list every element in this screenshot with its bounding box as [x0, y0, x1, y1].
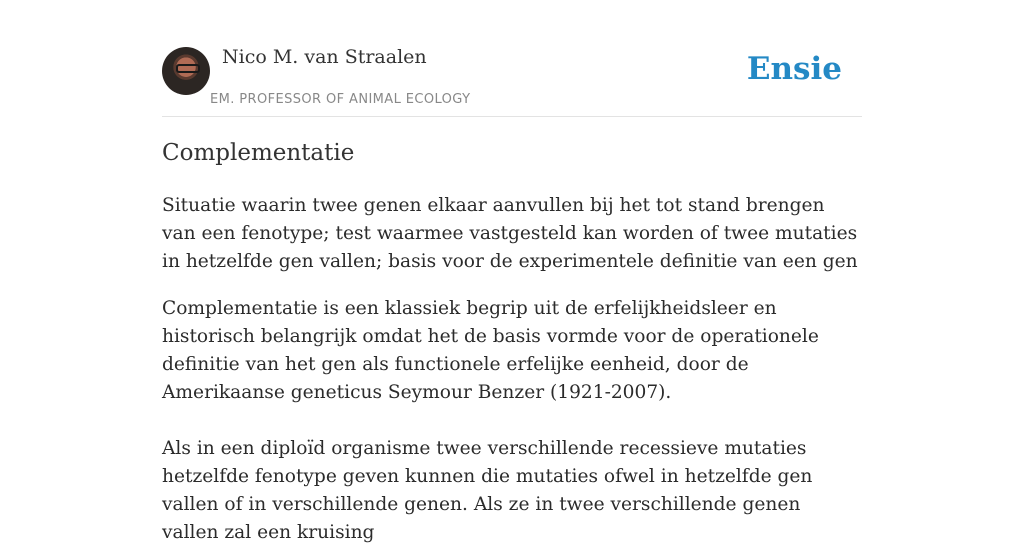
- article-body-paragraph-1: Complementatie is een klassiek begrip uit de erfelijkheidsleer en historisch belangrijk omdat het de basis vormde voor de operationele definitie van het gen als functionele erfelijke eenheid, door de Amerikaanse geneticus Seymour Benzer (1921-2007).: [162, 298, 819, 403]
- article-title: Complementatie: [162, 140, 355, 166]
- article-summary: Situatie waarin twee genen elkaar aanvullen bij het tot stand brengen van een fenotype; test waarmee vastgesteld kan worden of twee mutaties in hetzelfde gen vallen; basis voor de experimentele definitie van een gen: [162, 195, 858, 272]
- glasses-icon: [176, 64, 200, 73]
- author-role: EM. PROFESSOR OF ANIMAL ECOLOGY: [210, 92, 471, 107]
- author-header: [162, 46, 862, 117]
- author-avatar[interactable]: [162, 47, 210, 95]
- author-name[interactable]: Nico M. van Straalen: [222, 46, 427, 68]
- ensie-logo[interactable]: Ensie: [746, 51, 842, 87]
- article-body-paragraph-2: Als in een diploïd organisme twee verschillende recessieve mutaties hetzelfde fenotype geven kunnen die mutaties ofwel in hetzelfde gen vallen of in verschillende genen. Als ze in twee verschillende genen vallen zal een kruising: [162, 438, 813, 543]
